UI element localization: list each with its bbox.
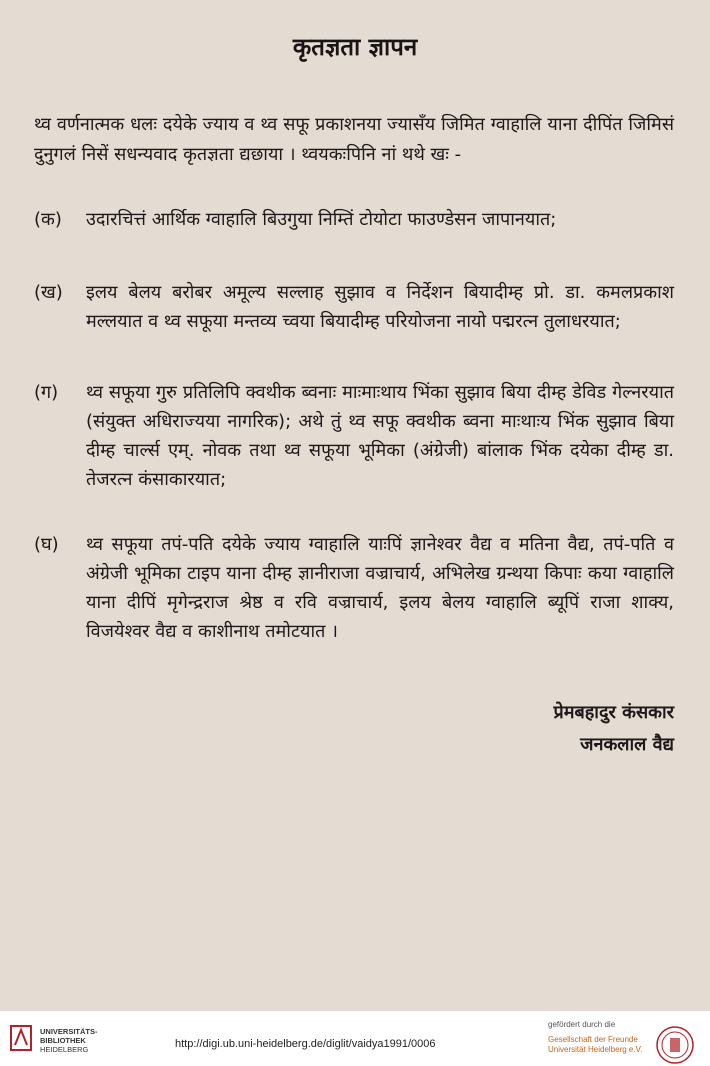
permalink-url[interactable]: http://digi.ub.uni-heidelberg.de/diglit/vaidya1991/0006: [175, 1038, 436, 1050]
list-item-label: (ग): [34, 382, 59, 403]
signature-name: प्रेमबहादुर कंसकार: [553, 702, 674, 723]
list-item: [34, 205, 674, 234]
intro-paragraph: थ्व वर्णनात्मक धलः दयेके ज्याय व थ्व सफू प्रकाशनया ज्यासँय जिमित ग्वाहालि याना दीपिंत जिमिसं दुनुगलं निसें सधन्यवाद कृतज्ञता द्यछाया । थ्वयकःपिनि नां थथे खः -: [34, 114, 674, 165]
viewer-footer: [0, 1010, 710, 1066]
list-item: [34, 278, 674, 336]
page-title: कृतज्ञता ज्ञापन: [292, 33, 418, 61]
list-item-label: (क): [34, 209, 62, 230]
university-library-logo-icon: [10, 1025, 32, 1051]
list-item-text: थ्व सफूया गुरु प्रतिलिपि क्वथीक ब्वनाः माःमाःथाय भिंका सुझाव बिया दीम्ह डेविड गेल्नरयात (संयुक्त अधिराज्यया नागरिक); अथे तुं थ्व सफू क्वथीक ब्वना माःथाःय भिंक सुझाव बिया दीम्ह चार्ल्स एम्. नोवक तथा थ्व सफूया भूमिका (अंग्रेजी) बांलाक भिंक दयेका दीम्ह डा. तेजरत्न कंसाकारयात;: [86, 382, 674, 490]
signature-name: जनकलाल वैद्य: [580, 734, 674, 755]
list-item-label: (ख): [34, 282, 63, 303]
university-seal-icon: [655, 1025, 695, 1065]
list-item-text: उदारचित्तं आर्थिक ग्वाहालि बिउगुया निम्तिं टोयोटा फाउण्डेसन जापानयात;: [86, 209, 557, 230]
sponsor-name: Gesellschaft der Freunde Universität Heidelberg e.V.: [548, 1035, 643, 1054]
library-name: UNIVERSITÄTS- BIBLIOTHEK HEIDELBERG: [40, 1027, 98, 1054]
list-item: [34, 378, 674, 494]
sponsor-label: gefördert durch die: [548, 1020, 616, 1029]
list-item-label: (घ): [34, 534, 59, 555]
list-item-text: इलय बेलय बरोबर अमूल्य सल्लाह सुझाव व निर्देशन बियादीम्ह प्रो. डा. कमलप्रकाश मल्लयात व थ्व सफूया मन्तव्य च्वया बियादीम्ह परियोजना नायो पद्मरत्न तुलाधरयात;: [86, 282, 674, 332]
list-item: [34, 530, 674, 646]
list-item-text: थ्व सफूया तपं-पति दयेके ज्याय ग्वाहालि याःपिं ज्ञानेश्वर वैद्य व मतिना वैद्य, तपं-पति व अंग्रेजी भूमिका टाइप याना दीम्ह ज्ञानीराजा वज्राचार्य, अभिलेख ग्रन्थया किपाः कया ग्वाहालि याना दीपिं मृगेन्द्रराज श्रेष्ठ व रवि वज्राचार्य, इलय बेलय ग्वाहालि ब्यूपिं राजा शाक्य, विजयेश्वर वैद्य व काशीनाथ तमोटयात ।: [86, 534, 674, 642]
